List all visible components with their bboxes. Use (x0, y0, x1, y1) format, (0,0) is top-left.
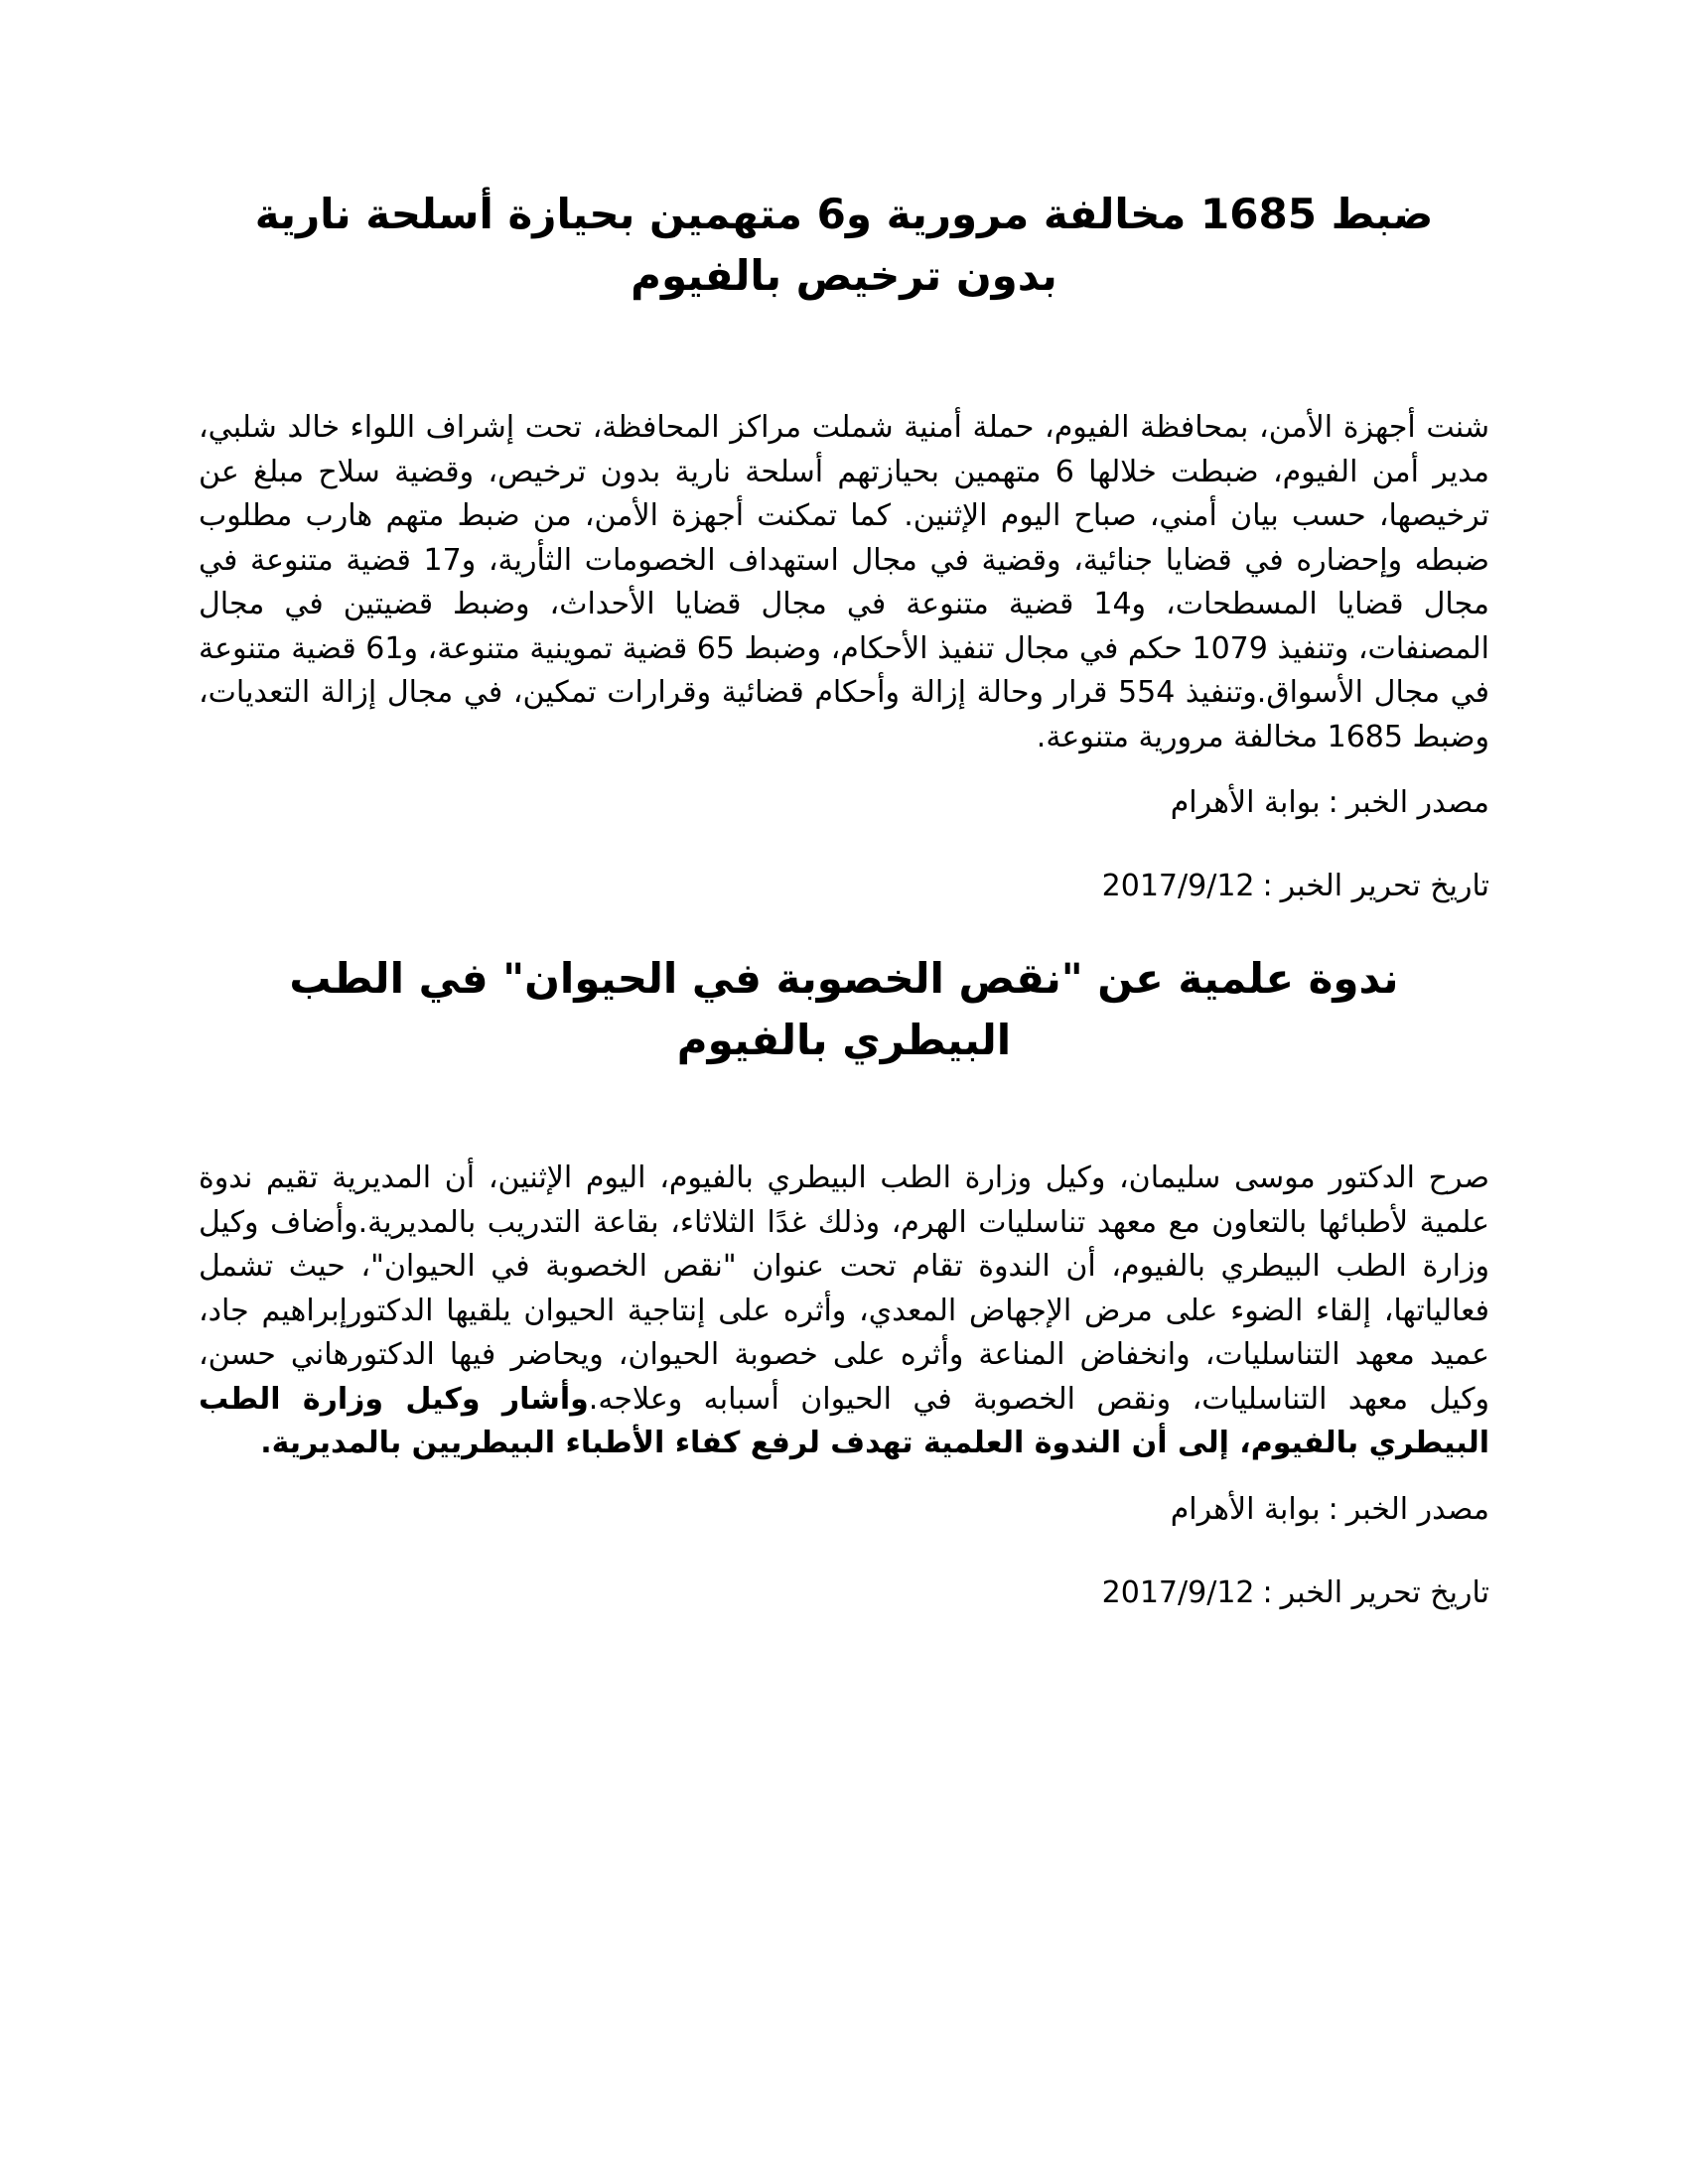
date-value: 2017/9/12 (1101, 1574, 1255, 1610)
article-veterinary-seminar (199, 948, 1489, 1613)
date-value: 2017/9/12 (1101, 869, 1255, 903)
article-body-text: صرح الدكتور موسى سليمان، وكيل وزارة الطب البيطري بالفيوم، اليوم الإثنين، أن المديرية تقيم ندوة علمية لأطبائها بالتعاون مع معهد تناسليات الهرم، وذلك غدًا الثلاثاء، بقاعة التدريب بالمديرية.وأضاف وكيل وزارة الطب البيطري بالفيوم، أن الندوة تقام تحت عنوان "نقص الخصوبة في الحيوان"، حيث تشمل فعالياتها، إلقاء الضوء على مرض الإجهاض المعدي، وأثره على إنتاجية الحيوان يلقيها الدكتورإبراهيم جاد، عميد معهد التناسليات، وانخفاض المناعة وأثره على خصوبة الحيوان، ويحاضر فيها الدكتورهاني حسن، وكيل معهد التناسليات، ونقص الخصوبة في الحيوان أسبابه وعلاجه. (199, 1160, 1489, 1417)
edit-date-line (199, 1573, 1489, 1613)
article-body-text: شنت أجهزة الأمن، بمحافظة الفيوم، حملة أمنية شملت مراكز المحافظة، تحت إشراف اللواء خالد شلبي، مدير أمن الفيوم، ضبطت خلالها 6 متهمين بحيازتهم أسلحة نارية بدون ترخيص، وقضية سلاح مبلغ عن ترخيصها، حسب بيان أمني، صباح اليوم الإثنين. كما تمكنت أجهزة الأمن، من ضبط متهم هارب مطلوب ضبطه وإحضاره في قضايا جنائية، وقضية في مجال استهداف الخصومات الثأرية، و17 قضية متنوعة في مجال قضايا المسطحات، و14 قضية متنوعة في مجال قضايا الأحداث، وضبط قضيتين في مجال المصنفات، وتنفيذ 1079 حكم في مجال تنفيذ الأحكام، وضبط 65 قضية تموينية متنوعة، و61 قضية متنوعة في مجال الأسواق.وتنفيذ 554 قرار وحالة إزالة وأحكام قضائية وقرارات تمكين، في مجال إزالة التعديات، وضبط 1685 مخالفة مرورية متنوعة. (199, 410, 1490, 754)
article-body-bold: وأشار وكيل وزارة الطب البيطري بالفيوم، إلى أن الندوة العلمية تهدف لرفع كفاء الأطباء البيطريين بالمديرية. (199, 1381, 1489, 1460)
document-content (199, 184, 1489, 1613)
article-body (199, 1157, 1489, 1466)
article-body (199, 406, 1489, 759)
source-value: بوابة الأهرام (1170, 1491, 1321, 1527)
news-source-line (199, 1490, 1489, 1530)
article-headline: ضبط 1685 مخالفة مرورية و6 متهمين بحيازة أسلحة نارية بدون ترخيص بالفيوم (254, 190, 1434, 300)
date-label: تاريخ تحرير الخبر (1280, 1574, 1489, 1610)
source-value: بوابة الأهرام (1170, 785, 1321, 820)
date-separator: : (1262, 1574, 1273, 1610)
edit-date-line (199, 867, 1489, 906)
date-separator: : (1262, 869, 1273, 903)
source-label: مصدر الخبر (1345, 785, 1489, 820)
date-label: تاريخ تحرير الخبر (1280, 869, 1489, 903)
article-traffic-violations (199, 184, 1489, 906)
source-separator: : (1328, 785, 1338, 820)
source-separator: : (1328, 1491, 1338, 1527)
article-headline: ندوة علمية عن "نقص الخصوبة في الحيوان" في الطب البيطري بالفيوم (289, 954, 1399, 1064)
source-label: مصدر الخبر (1345, 1491, 1489, 1527)
news-source-line (199, 783, 1489, 823)
